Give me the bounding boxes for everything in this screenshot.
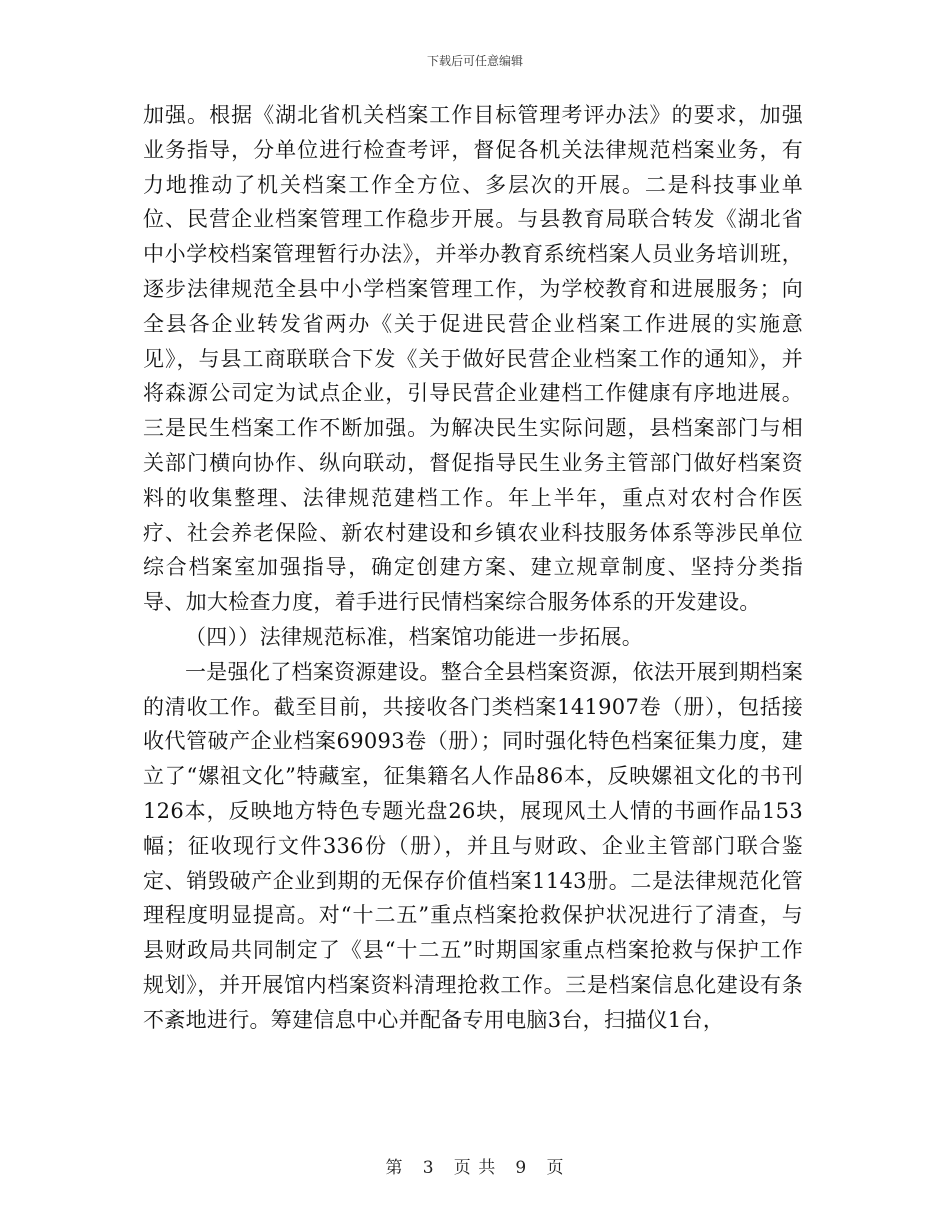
footer-middle: 页 共 <box>453 1158 497 1178</box>
document-body <box>143 98 803 1038</box>
section-heading-4: （四））法律规范标准，档案馆功能进一步拓展。 <box>185 624 644 649</box>
footer-prefix: 第 <box>385 1158 404 1178</box>
current-page-number: 3 <box>422 1158 435 1178</box>
paragraph-continuation: 加强。根据《湖北省机关档案工作目标管理考评办法》的要求，加强业务指导，分单位进行检查考评，督促各机关法律规范档案业务，有力地推动了机关档案工作全方位、多层次的开展。二是科技事业单位、民营企业档案管理工作稳步开展。与县教育局联合转发《湖北省中小学校档案管理暂行办法》，并举办教育系统档案人员业务培训班，逐步法律规范全县中小学档案管理工作，为学校教育和进展服务；向全县各企业转发省两办《关于促进民营企业档案工作进展的实施意见》，与县工商联联合下发《关于做好民营企业档案工作的通知》，并将森源公司定为试点企业，引导民营企业建档工作健康有序地进展。三是民生档案工作不断加强。为解决民生实际问题，县档案部门与相关部门横向协作、纵向联动，督促指导民生业务主管部门做好档案资料的收集整理、法律规范建档工作。年上半年，重点对农村合作医疗、社会养老保险、新农村建设和乡镇农业科技服务体系等涉民单位综合档案室加强指导，确定创建方案、建立规章制度、坚持分类指导、加大检查力度，着手进行民情档案综合服务体系的开发建设。 <box>143 103 803 615</box>
page-header: 下载后可任意编辑 <box>426 54 523 68</box>
total-page-count: 9 <box>515 1158 528 1178</box>
page-footer <box>0 1153 950 1178</box>
footer-suffix: 页 <box>546 1158 565 1178</box>
paragraph-archive-resources: 一是强化了档案资源建设。整合全县档案资源，依法开展到期档案的清收工作。截至目前，共接收各门类档案141907卷（册），包括接收代管破产企业档案69093卷（册）；同时强化特色档案征集力度，建立了“嫘祖文化”特藏室，征集籍名人作品86本，反映嫘祖文化的书刊126本，反映地方特色专题光盘26块，展现风土人情的书画作品153幅；征收现行文件336份（册），并且与财政、企业主管部门联合鉴定、销毁破产企业到期的无保存价值档案1143册。二是法律规范化管理程度明显提高。对“十二五”重点档案抢救保护状况进行了清查，与县财政局共同制定了《县“十二五”时期国家重点档案抢救与保护工作规划》，并开展馆内档案资料清理抢救工作。三是档案信息化建设有条不紊地进行。筹建信息中心并配备专用电脑3台，扫描仪1台， <box>143 659 803 1032</box>
